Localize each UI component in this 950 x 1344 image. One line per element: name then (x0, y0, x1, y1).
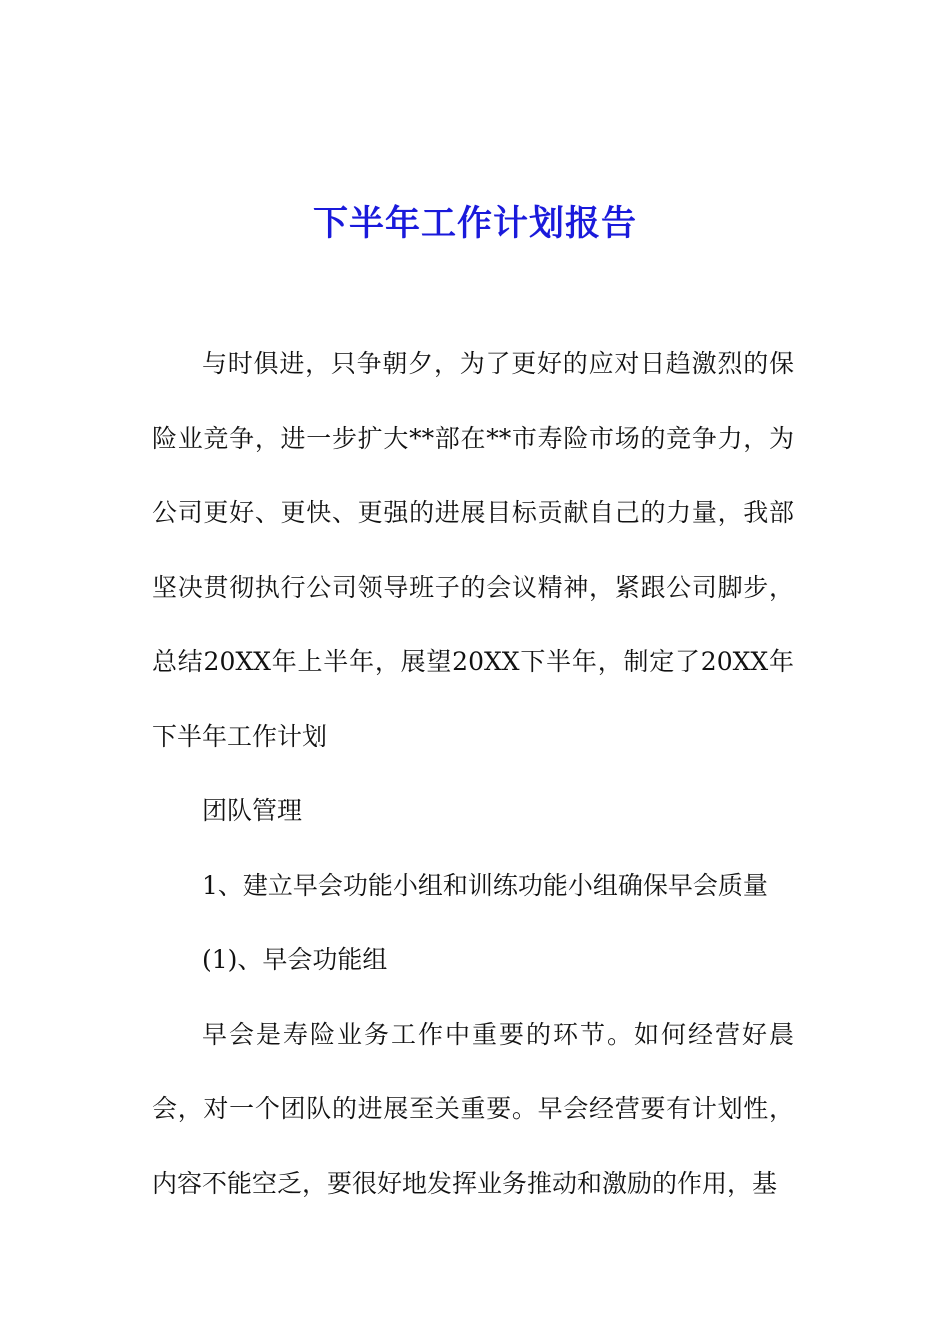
section-heading-team-management: 团队管理 (202, 796, 303, 825)
paragraph-morning-meeting: 早会是寿险业务工作中重要的环节。如何经营好晨会，对一个团队的进展至关重要。早会经营要有计划性，内容不能空乏，要很好地发挥业务推动和激励的作用，基 (152, 1019, 794, 1198)
document-body (152, 327, 794, 1221)
document-title: 下半年工作计划报告 (312, 203, 637, 245)
paragraph-intro: 与时俱进，只争朝夕，为了更好的应对日趋激烈的保险业竞争，进一步扩大**部在**市寿险市场的竞争力，为公司更好、更快、更强的进展目标贡献自己的力量，我部坚决贯彻执行公司领导班子的会议精神，紧跟公司脚步，总结20XX年上半年，展望20XX下半年，制定了20XX年下半年工作计划 (152, 349, 794, 751)
list-item-1: 1、建立早会功能小组和训练功能小组确保早会质量 (202, 870, 768, 900)
sub-item-1: (1)、早会功能组 (202, 945, 388, 974)
